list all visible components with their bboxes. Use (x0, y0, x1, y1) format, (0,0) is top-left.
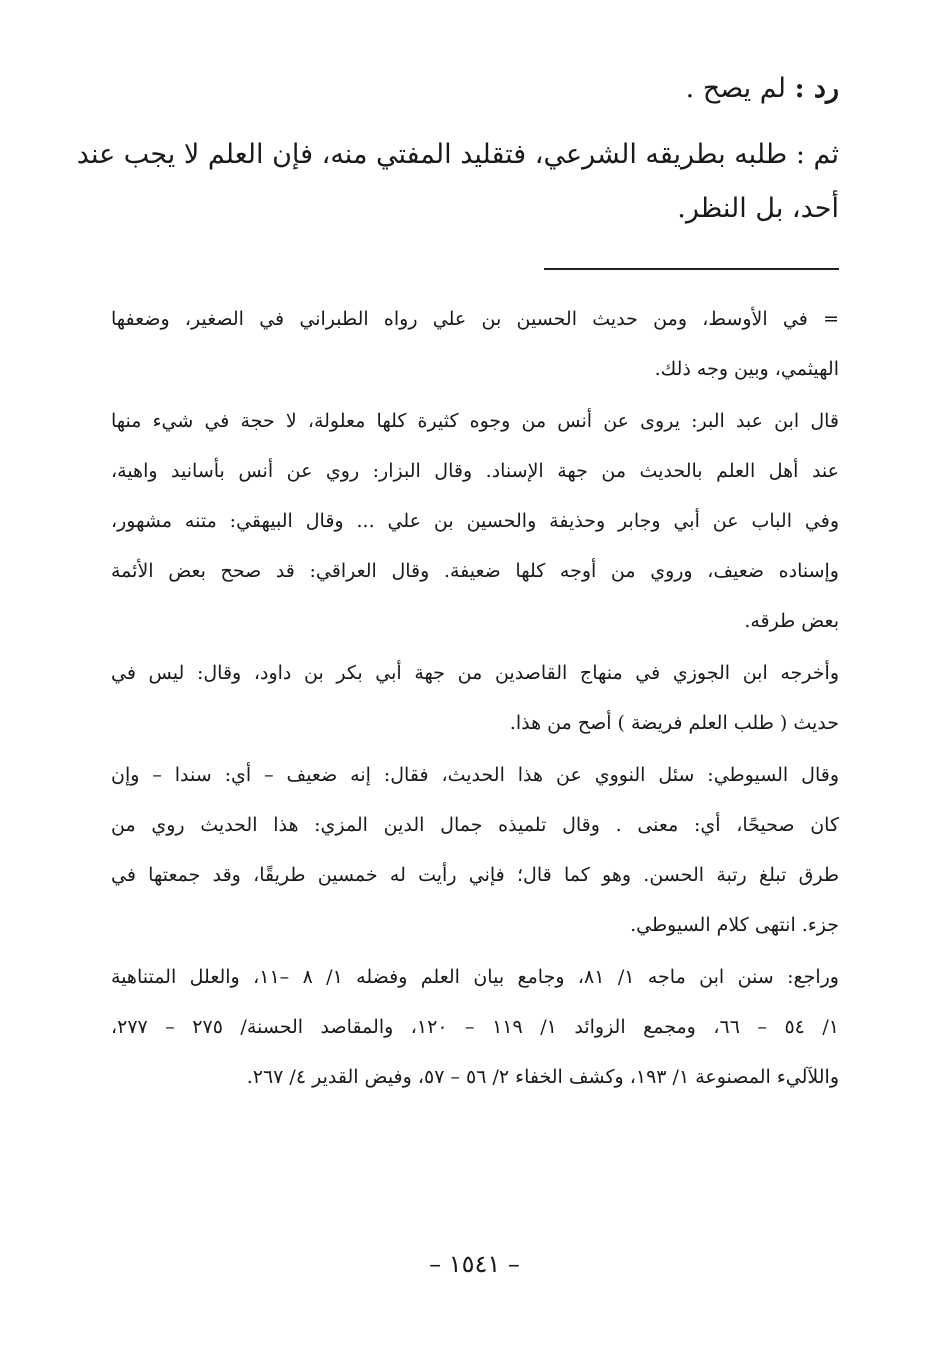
footnote-line: الهيثمي، وبين وجه ذلك. (654, 358, 839, 380)
footnote-line: وفي الباب عن أبي وجابر وحذيفة والحسين بن علي ... وقال البيهقي: متنه مشهور، (111, 510, 839, 532)
footnote-paragraph (111, 648, 839, 748)
footnote-line: جزء. انتهى كلام السيوطي. (630, 914, 839, 936)
thumma-paragraph (76, 128, 839, 236)
footnote-paragraph (111, 396, 839, 646)
footnote-line: عند أهل العلم بالحديث من جهة الإسناد. وقال البزار: روي عن أنس بأسانيد واهية، (111, 460, 839, 482)
thumma-line-1: ثم : طلبه بطريقه الشرعي، فتقليد المفتي منه، فإن العلم لا يجب عند (76, 139, 839, 170)
footnote-paragraph (111, 952, 839, 1102)
radd-body: لم يصح . (685, 73, 795, 104)
thumma-line-2: أحد، بل النظر. (677, 193, 839, 224)
footnote-separator (544, 268, 839, 270)
footnote-line: وأخرجه ابن الجوزي في منهاج القاصدين من جهة أبي بكر بن داود، وقال: ليس في (111, 662, 839, 684)
footnotes-section (111, 294, 839, 1104)
footnote-line: كان صحيحًا، أي: معنى . وقال تلميذه جمال الدين المزي: هذا الحديث روي من (111, 814, 839, 836)
footnote-line: قال ابن عبد البر: يروى عن أنس من وجوه كثيرة كلها معلولة، لا حجة في شيء منها (111, 410, 839, 432)
footnote-line: وإسناده ضعيف، وروي من أوجه كلها ضعيفة. وقال العراقي: قد صحح بعض الأئمة (111, 560, 839, 582)
page-number: – ١٥٤١ – (429, 1250, 520, 1278)
radd-line (114, 62, 839, 116)
footnote-line: وراجع: سنن ابن ماجه ١/ ٨١، وجامع بيان العلم وفضله ١/ ٨ –١١، والعلل المتناهية (111, 966, 839, 988)
footnote-line: وقال السيوطي: سئل النووي عن هذا الحديث، فقال: إنه ضعيف – أي: سندا – وإن (111, 764, 839, 786)
footnote-line: = في الأوسط، ومن حديث الحسين بن علي رواه الطبراني في الصغير، وضعفها (111, 308, 839, 330)
footnote-paragraph (111, 294, 839, 394)
footnote-line: حديث ( طلب العلم فريضة ) أصح من هذا. (509, 712, 839, 734)
footnote-paragraph (111, 750, 839, 950)
footnote-line: طرق تبلغ رتبة الحسن. وهو كما قال؛ فإني رأيت له خمسين طريقًا، وقد جمعتها في (111, 864, 839, 886)
footnote-line: ١/ ٥٤ – ٦٦، ومجمع الزوائد ١/ ١١٩ – ١٢٠، والمقاصد الحسنة/ ٢٧٥ – ٢٧٧، (111, 1016, 839, 1038)
radd-label: رد : (794, 73, 839, 104)
radd-text (114, 62, 839, 116)
footnote-line: بعض طرقه. (744, 610, 839, 632)
footnote-line: واللآليء المصنوعة ١/ ١٩٣، وكشف الخفاء ٢/ ٥٦ – ٥٧، وفيض القدير ٤/ ٢٦٧. (246, 1066, 839, 1088)
